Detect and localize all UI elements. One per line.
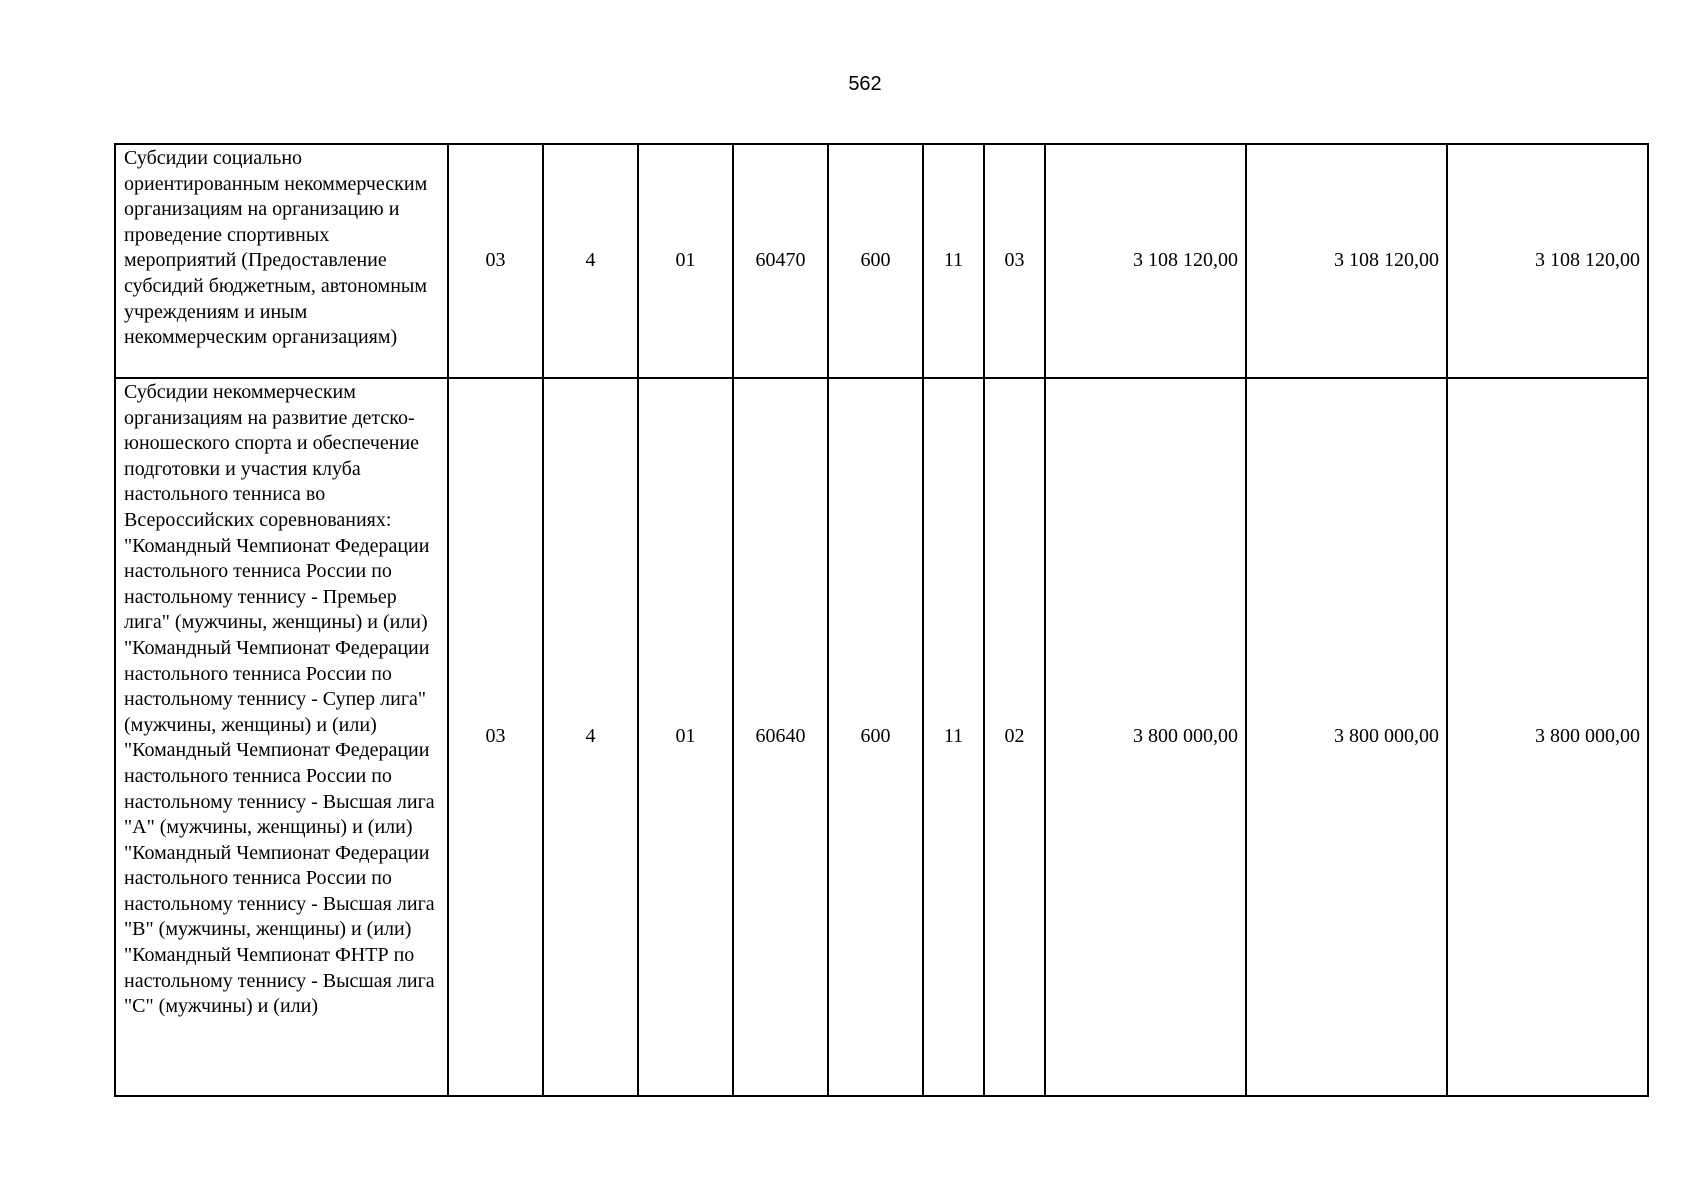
subprogram-code: 4 <box>543 144 638 378</box>
amount-year-3: 3 108 120,00 <box>1447 144 1648 378</box>
table-row <box>115 378 1648 1096</box>
page-number: 562 <box>848 73 882 95</box>
event-code: 01 <box>638 144 733 378</box>
row-description: Субсидии некоммерческим организациям на развитие детско-юношеского спорта и обеспечение подготовки и участия клуба настольного тенниса во Всероссийских соревнованиях: "Командный Чемпионат Федерации настольного тенниса России по настольному теннису - Премьер лига" (мужчины, женщины) и (или) "Командный Чемпионат Федерации настольного тенниса России по настольному теннису - Супер лига" (мужчины, женщины) и (или) "Командный Чемпионат Федерации настольного тенниса России по настольному теннису - Высшая лига "А" (мужчины, женщины) и (или) "Командный Чемпионат Федерации настольного тенниса России по настольному теннису - Высшая лига "В" (мужчины, женщины) и (или) "Командный Чемпионат ФНТР по настольному теннису - Высшая лига "С" (мужчины) и (или) <box>115 378 448 1096</box>
budget-table <box>114 143 1649 1097</box>
direction-code: 60640 <box>733 378 828 1096</box>
subprogram-code: 4 <box>543 378 638 1096</box>
program-code: 03 <box>448 144 543 378</box>
subsection-code: 03 <box>984 144 1045 378</box>
amount-year-2: 3 800 000,00 <box>1246 378 1447 1096</box>
expense-type-code: 600 <box>828 144 923 378</box>
section-code: 11 <box>923 378 984 1096</box>
amount-year-2: 3 108 120,00 <box>1246 144 1447 378</box>
amount-year-3: 3 800 000,00 <box>1447 378 1648 1096</box>
subsection-code: 02 <box>984 378 1045 1096</box>
program-code: 03 <box>448 378 543 1096</box>
expense-type-code: 600 <box>828 378 923 1096</box>
section-code: 11 <box>923 144 984 378</box>
amount-year-1: 3 108 120,00 <box>1045 144 1246 378</box>
table-row <box>115 144 1648 378</box>
event-code: 01 <box>638 378 733 1096</box>
row-description: Субсидии социально ориентированным некоммерческим организациям на организацию и проведение спортивных мероприятий (Предоставление субсидий бюджетным, автономным учреждениям и иным некоммерческим организациям) <box>115 144 448 378</box>
amount-year-1: 3 800 000,00 <box>1045 378 1246 1096</box>
direction-code: 60470 <box>733 144 828 378</box>
